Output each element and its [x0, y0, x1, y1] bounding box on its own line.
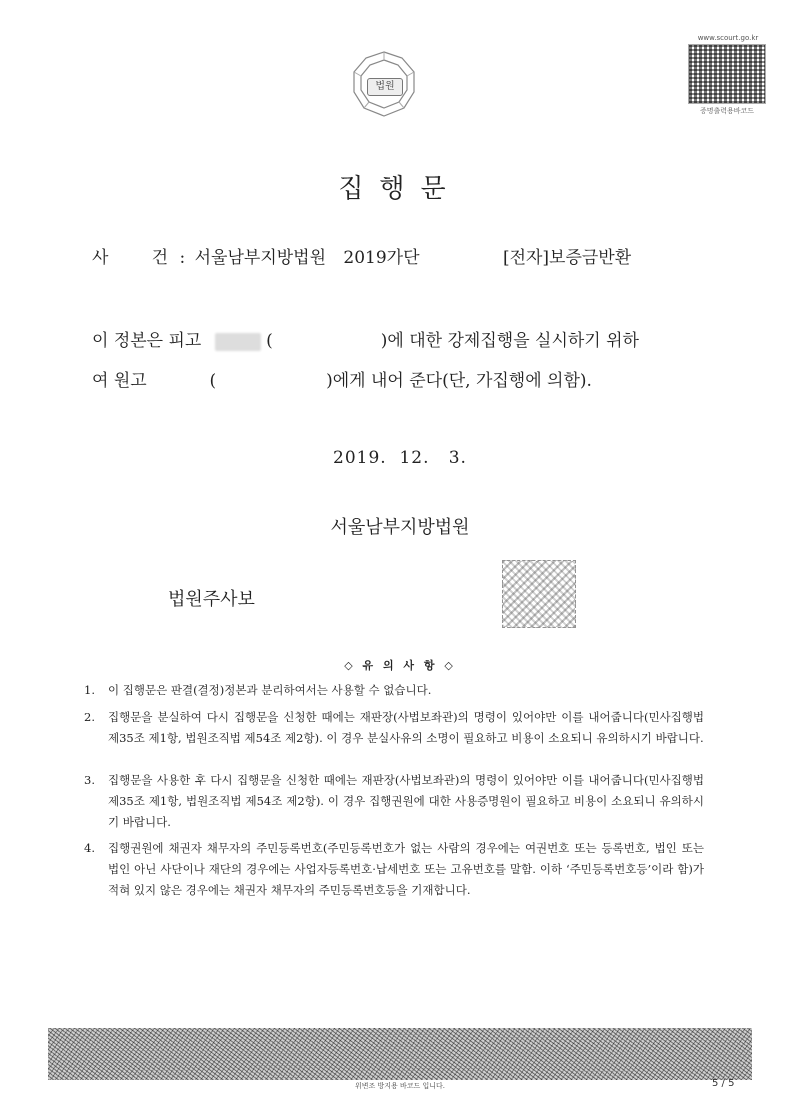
notice-item [84, 838, 704, 901]
notice-item [84, 680, 704, 701]
qr-url: www.scourt.go.kr [697, 34, 759, 42]
notice-item-number: 2. [84, 710, 95, 724]
redacted-defendant-name [215, 333, 261, 351]
body-line-2 [92, 366, 592, 391]
court-name: 서울남부지방법원 [330, 517, 470, 538]
qr-caption: 증명출력용바코드 [699, 107, 755, 115]
official-seal-icon [502, 560, 576, 628]
case-label: 사 건 [92, 248, 169, 268]
notice-item-number: 1. [84, 683, 95, 697]
issue-date: 2019. 12. 3. [333, 448, 467, 468]
emblem-label: 법원 [367, 78, 403, 96]
notice-item-text: 이 집행문은 판결(결정)정본과 분리하여서는 사용할 수 없습니다. [108, 683, 432, 697]
case-court: 서울남부지방법원 [194, 248, 327, 268]
notice-title: ◇ 유 의 사 항 ◇ [344, 659, 456, 672]
notice-item-number: 3. [84, 773, 95, 787]
notice-item-text: 집행문을 사용한 후 다시 집행문을 신청한 때에는 재판장(사법보좌관)의 명령이 있어야만 이를 내어줍니다(민사집행법 제35조 제1항, 법원조직법 제54조 제2항). 이 경우 집행권원에 대한 사용증명원이 필요하고 비용이 소요되니 유의하시기 바랍니다. [108, 773, 704, 829]
case-name: [전자]보증금반환 [502, 248, 632, 268]
body-line-1 [92, 326, 639, 351]
notice-item-text: 집행권원에 채권자 채무자의 주민등록번호(주민등록번호가 없는 사람의 경우에는 여권번호 또는 등록번호, 법인 또는 법인 아닌 사단이나 재단의 경우에는 사업자등록번호·납세번호 또는 고유번호를 말함. 이하 ‘주민등록번호등’이라 함)가 적혀 있지 않은 경우에는 채권자 채무자의 주민등록번호등을 기재합니다. [108, 841, 704, 897]
page-number: 5 / 5 [712, 1078, 735, 1089]
anti-forgery-barcode [48, 1028, 752, 1080]
qr-code-icon [688, 44, 766, 104]
document-title: 집행문 [338, 174, 462, 204]
case-line [92, 243, 631, 268]
notice-item-text: 집행문을 분실하여 다시 집행문을 신청한 때에는 재판장(사법보좌관)의 명령이 있어야만 이를 내어줍니다(민사집행법 제35조 제1항, 법원조직법 제54조 제2항). 이 경우 분실사유의 소명이 필요하고 비용이 소요되니 유의하시기 바랍니다. [108, 710, 704, 745]
body-line2-end: )에게 내어 준다(단, 가집행에 의함). [326, 371, 592, 391]
notice-item [84, 707, 704, 749]
notice-item [84, 770, 704, 833]
case-number: 2019가단 [343, 248, 420, 268]
notice-item-number: 4. [84, 841, 95, 855]
case-separator: : [179, 248, 186, 268]
footer-note: 위변조 방지용 바코드 입니다. [354, 1082, 446, 1090]
body-line1-start: 이 정본은 피고 [92, 331, 202, 351]
body-line2-start: 여 원고 [92, 371, 147, 391]
body-line1-end: )에 대한 강제집행을 실시하기 위하 [380, 331, 639, 351]
body-line2-open-paren: ( [209, 371, 217, 391]
officer-title: 법원주사보 [168, 589, 255, 610]
body-line1-open-paren: ( [266, 331, 273, 351]
